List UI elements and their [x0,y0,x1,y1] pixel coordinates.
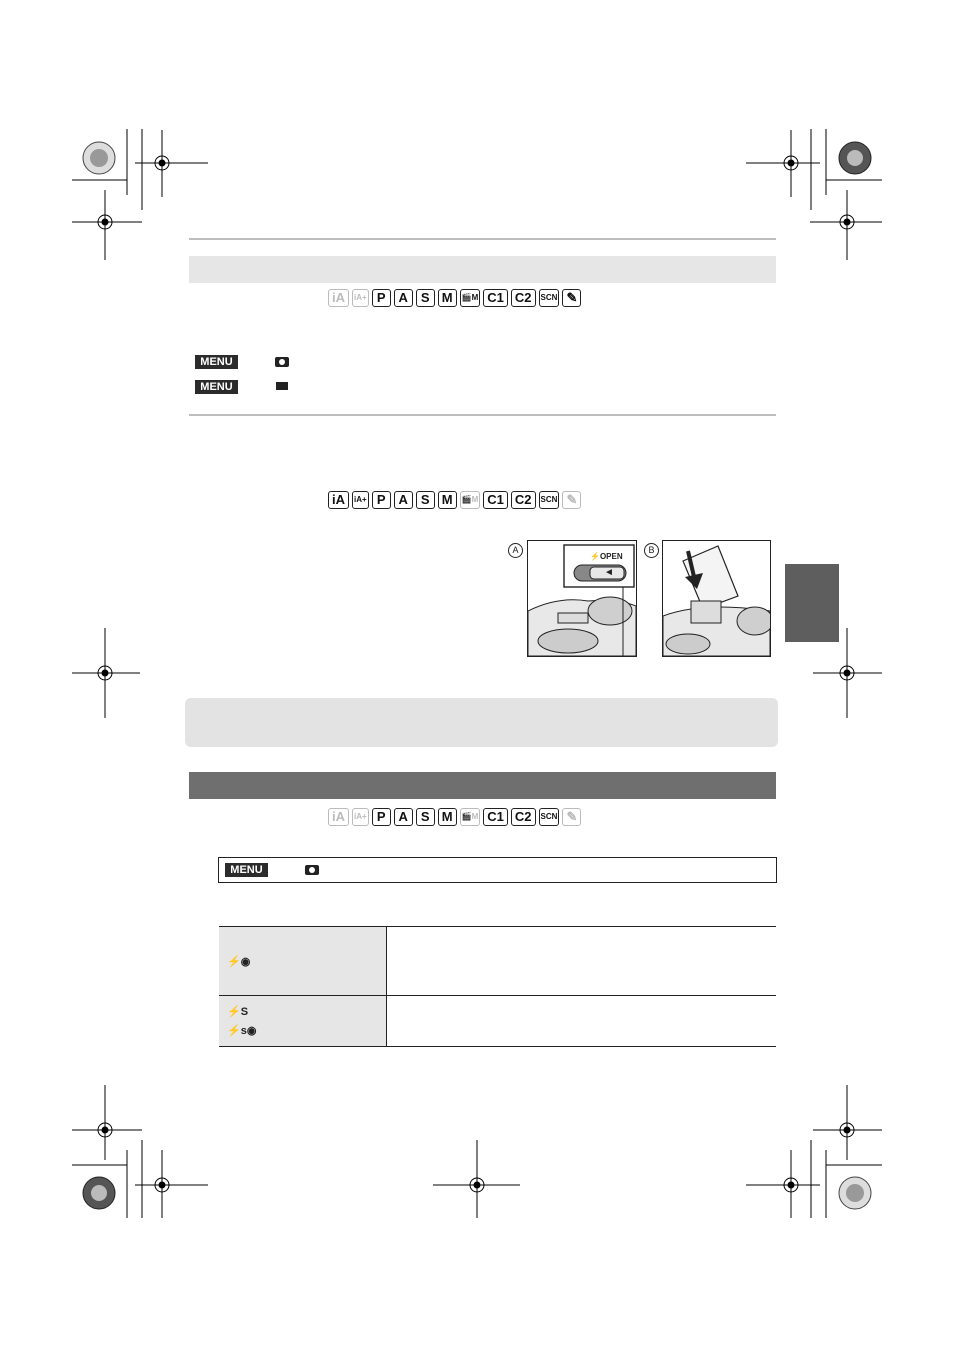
menu-badge: MENU [225,863,268,877]
flash-mode-table [219,926,776,1047]
camera-icon [305,865,319,875]
camera-icon [275,357,289,367]
mode-icon-ia: iA+ [352,808,369,826]
table-row [219,996,776,1047]
mode-icon-m: 🎬M [460,491,481,509]
mode-icon-m: M [438,289,457,307]
mode-icon-ia: iA [328,491,349,509]
mode-icon-10: ✎ [562,289,581,307]
flash-red-eye-icon: ⚡◉ [227,955,251,968]
section-rule [189,414,776,416]
mode-icon-ia: iA [328,289,349,307]
mode-icon-scn: SCN [539,808,560,826]
mode-icon-c2: C2 [511,808,536,826]
mode-icon-s: S [416,289,435,307]
video-icon [276,382,288,390]
mode-icons-row-1 [328,289,581,307]
figure-label-b: B [644,543,659,558]
table-cell-description [387,996,777,1047]
mode-icon-p: P [372,491,391,509]
table-row [219,927,776,996]
table-cell-description [387,927,777,996]
mode-icon-c1: C1 [483,289,508,307]
mode-icon-s: S [416,491,435,509]
mode-icon-scn: SCN [539,491,560,509]
flash-slow-sync-icon: ⚡S [227,1006,249,1018]
section-header-bar [189,256,776,283]
mode-icon-c2: C2 [511,491,536,509]
mode-icon-m: 🎬M [460,289,481,307]
mode-icon-scn: SCN [539,289,560,307]
arrow-icon: ◄ [604,567,614,578]
mode-icon-c2: C2 [511,289,536,307]
mode-icon-10: ✎ [562,491,581,509]
note-box [185,698,778,747]
figure-b-flash-popup [662,540,771,657]
mode-icon-s: S [416,808,435,826]
open-switch-label: ⚡OPEN [590,552,623,561]
menu-path-box [218,857,777,883]
mode-icon-m: M [438,808,457,826]
mode-icon-m: M [438,491,457,509]
mode-icons-row-3 [328,808,581,826]
mode-icon-ia: iA+ [352,491,369,509]
figure-a-camera-switch [527,540,637,657]
mode-icon-a: A [394,289,413,307]
mode-icon-m: 🎬M [460,808,481,826]
mode-icon-c1: C1 [483,491,508,509]
flash-slow-sync-red-eye-icon: ⚡s◉ [227,1025,257,1037]
mode-icons-row-2 [328,491,581,509]
mode-icon-ia: iA+ [352,289,369,307]
chapter-side-tab [785,564,839,642]
mode-icon-10: ✎ [562,808,581,826]
top-rule [189,238,776,240]
mode-icon-p: P [372,808,391,826]
figure-label-a: A [508,543,523,558]
mode-icon-p: P [372,289,391,307]
table-cell-icon [219,927,387,996]
section-header-bar-dark [189,772,776,799]
table-cell-icon [219,996,387,1047]
mode-icon-a: A [394,808,413,826]
menu-badge: MENU [195,355,238,369]
mode-icon-ia: iA [328,808,349,826]
mode-icon-a: A [394,491,413,509]
mode-icon-c1: C1 [483,808,508,826]
menu-badge: MENU [195,380,238,394]
